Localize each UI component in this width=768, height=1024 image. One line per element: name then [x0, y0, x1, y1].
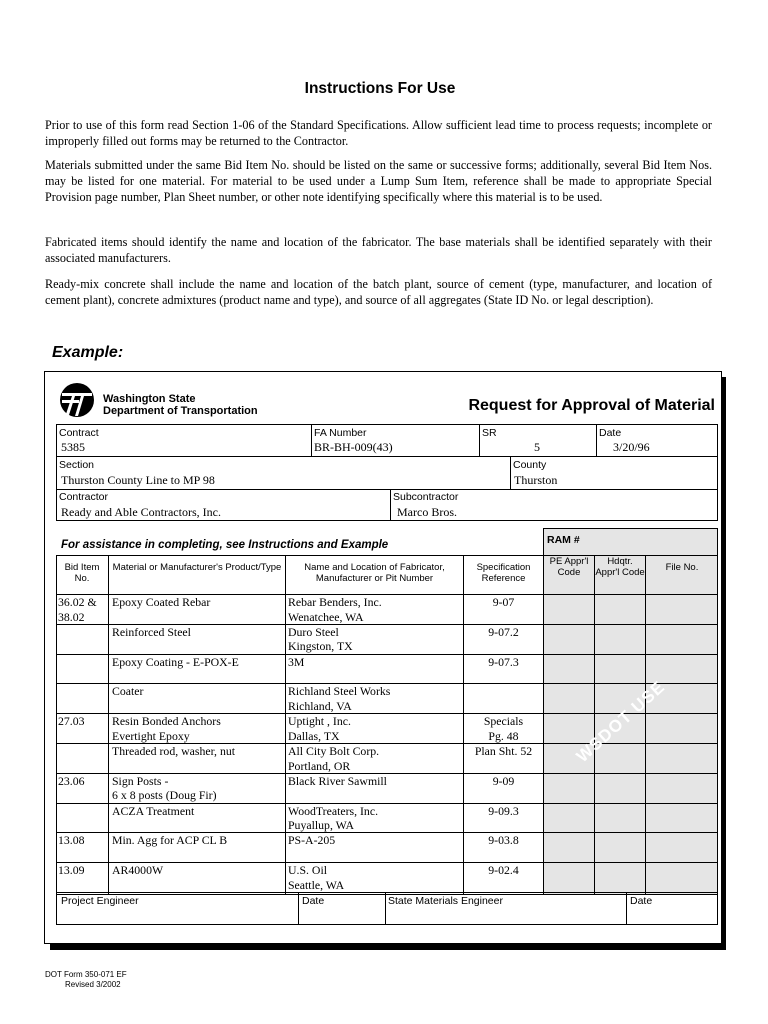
date-3-cell[interactable] [626, 892, 718, 925]
cell-material: Epoxy Coated Rebar [112, 595, 211, 609]
cell-fabricator: U.S. Oil Seattle, WA [288, 863, 345, 892]
cell-fabricator: Rebar Benders, Inc. Wenatchee, WA [288, 595, 382, 624]
cell-material: ACZA Treatment [112, 803, 195, 818]
contractor-cell[interactable] [56, 489, 391, 521]
fa-number-cell[interactable] [311, 424, 480, 457]
section-cell[interactable] [56, 456, 511, 490]
contractor-label: Contractor [59, 491, 109, 503]
state-engineer-label: State Materials Engineer [388, 895, 503, 907]
cell-fabricator: WoodTreaters, Inc. Puyallup, WA [288, 803, 379, 833]
cell-material: Threaded rod, washer, nut [112, 744, 236, 758]
cell-spec: 9-07 [492, 595, 515, 609]
col-line [285, 555, 286, 895]
col-line [594, 555, 595, 895]
cell-bid: 13.09 [58, 863, 85, 878]
agency-line-1: Washington State [103, 393, 196, 405]
cell-bid: 36.02 & 38.02 [58, 595, 97, 624]
cell-spec: 9-02.4 [488, 863, 519, 878]
form-number: DOT Form 350-071 EF [45, 970, 127, 979]
cell-spec: 9-09.3 [488, 803, 519, 818]
sr-label: SR [482, 427, 497, 439]
cell-bid: 13.08 [58, 833, 85, 848]
example-form [44, 371, 722, 944]
instruction-paragraph-2: Materials submitted under the same Bid Item No. should be listed on the same or successive forms; additionally, several Bid Item Nos. may be listed for one material. For material to be used under a Lump Sum Item, reference shall be made to appropriate Special Provision page number, Plan Sheet number, or other note identifying specifically where this material is to be used. [45, 158, 712, 204]
agency-line-2: Department of Transportation [103, 405, 258, 417]
cell-fabricator: 3M [288, 654, 305, 669]
cell-material: Epoxy Coating - E-POX-E [112, 654, 239, 669]
contract-label: Contract [59, 427, 99, 439]
form-revision: Revised 3/2002 [65, 980, 121, 989]
section-label: Section [59, 459, 95, 471]
section-value: Thurston County Line to MP 98 [61, 473, 215, 487]
project-engineer-label: Project Engineer [61, 895, 139, 907]
date-label: Date [599, 427, 622, 439]
instruction-paragraph-3: Fabricated items should identify the name and location of the fabricator. The base materials shall be identified separately with their associated manufacturers. [45, 235, 712, 265]
col-material: Material or Manufacturer's Product/Type [112, 562, 282, 573]
cell-spec: Specials Pg. 48 [483, 714, 524, 743]
date-cell[interactable] [596, 424, 718, 457]
form-footer [45, 970, 127, 990]
instruction-paragraph-4: Ready-mix concrete shall include the name and location of the batch plant, source of cement (type, manufacturer, and location of cement plant), concrete admixtures (product name and type), and source of all aggregates (State ID No. or legal description). [45, 277, 712, 307]
col-line [645, 555, 646, 895]
cell-fabricator: PS-A-205 [288, 833, 336, 848]
cell-fabricator: Uptight , Inc. Dallas, TX [288, 714, 351, 743]
col-bid-item: Bid Item No. [64, 562, 100, 584]
instruction-paragraph-1: Prior to use of this form read Section 1-06 of the Standard Specifications. Allow sufficient lead time to process requests; incomplete or improperly filled out forms may be returned to the Contractor. [45, 118, 712, 148]
cell-bid: 27.03 [58, 714, 85, 729]
col-spec-ref: Specification Reference [476, 562, 531, 584]
cell-fabricator: Black River Sawmill [288, 773, 387, 788]
page-title: Instructions For Use [304, 80, 456, 97]
cell-material: AR4000W [112, 863, 164, 878]
cell-spec: 9-09 [492, 773, 515, 788]
cell-material: Coater [112, 684, 144, 699]
ram-label: RAM # [547, 534, 580, 546]
contract-value: 5385 [61, 440, 85, 454]
wsdot-use-watermark: WSDOT USE [572, 677, 669, 767]
county-cell[interactable] [510, 456, 718, 490]
col-hdqtr-code: Hdqtr. Appr'l Code [595, 556, 645, 578]
cell-fabricator: Richland Steel Works Richland, VA [288, 684, 391, 713]
wsdot-logo-icon [59, 382, 95, 418]
cell-material: Resin Bonded Anchors Evertight Epoxy [112, 714, 221, 743]
subcontractor-value: Marco Bros. [397, 505, 457, 519]
col-fabricator: Name and Location of Fabricator, Manufacturer or Pit Number [304, 562, 445, 584]
cell-fabricator: All City Bolt Corp. Portland, OR [288, 744, 380, 773]
col-line [108, 555, 109, 895]
example-label: Example: [52, 344, 124, 361]
subcontractor-label: Subcontractor [393, 491, 459, 503]
col-file-no: File No. [665, 562, 699, 573]
sr-cell[interactable] [479, 424, 597, 457]
subcontractor-cell[interactable] [390, 489, 718, 521]
cell-spec: 9-07.3 [488, 654, 519, 669]
sr-value: 5 [534, 440, 540, 454]
county-label: County [513, 459, 547, 471]
date-2-label: Date [302, 895, 325, 907]
assistance-note: For assistance in completing, see Instructions and Example [61, 539, 389, 551]
cell-material: Min. Agg for ACP CL B [112, 833, 228, 848]
cell-spec: 9-07.2 [488, 624, 519, 639]
agency-name [103, 393, 258, 417]
cell-material: Sign Posts - 6 x 8 posts (Doug Fir) [112, 773, 217, 803]
fa-number-label: FA Number [314, 427, 367, 439]
date-2-cell[interactable] [298, 892, 386, 925]
col-pe-code: PE Appr'l Code [549, 556, 589, 578]
fa-number-value: BR-BH-009(43) [314, 440, 393, 454]
date-3-label: Date [630, 895, 653, 907]
cell-bid: 23.06 [58, 773, 85, 788]
cell-spec: 9-03.8 [488, 833, 519, 848]
cell-material: Reinforced Steel [112, 624, 191, 639]
cell-spec: Plan Sht. 52 [474, 744, 533, 758]
project-engineer-cell[interactable] [56, 892, 299, 925]
contract-cell[interactable] [56, 424, 312, 457]
county-value: Thurston [514, 473, 558, 487]
state-engineer-cell[interactable] [385, 892, 627, 925]
form-title: Request for Approval of Material [468, 397, 715, 414]
date-value: 3/20/96 [613, 440, 650, 454]
cell-fabricator: Duro Steel Kingston, TX [288, 624, 353, 654]
contractor-value: Ready and Able Contractors, Inc. [61, 505, 221, 519]
